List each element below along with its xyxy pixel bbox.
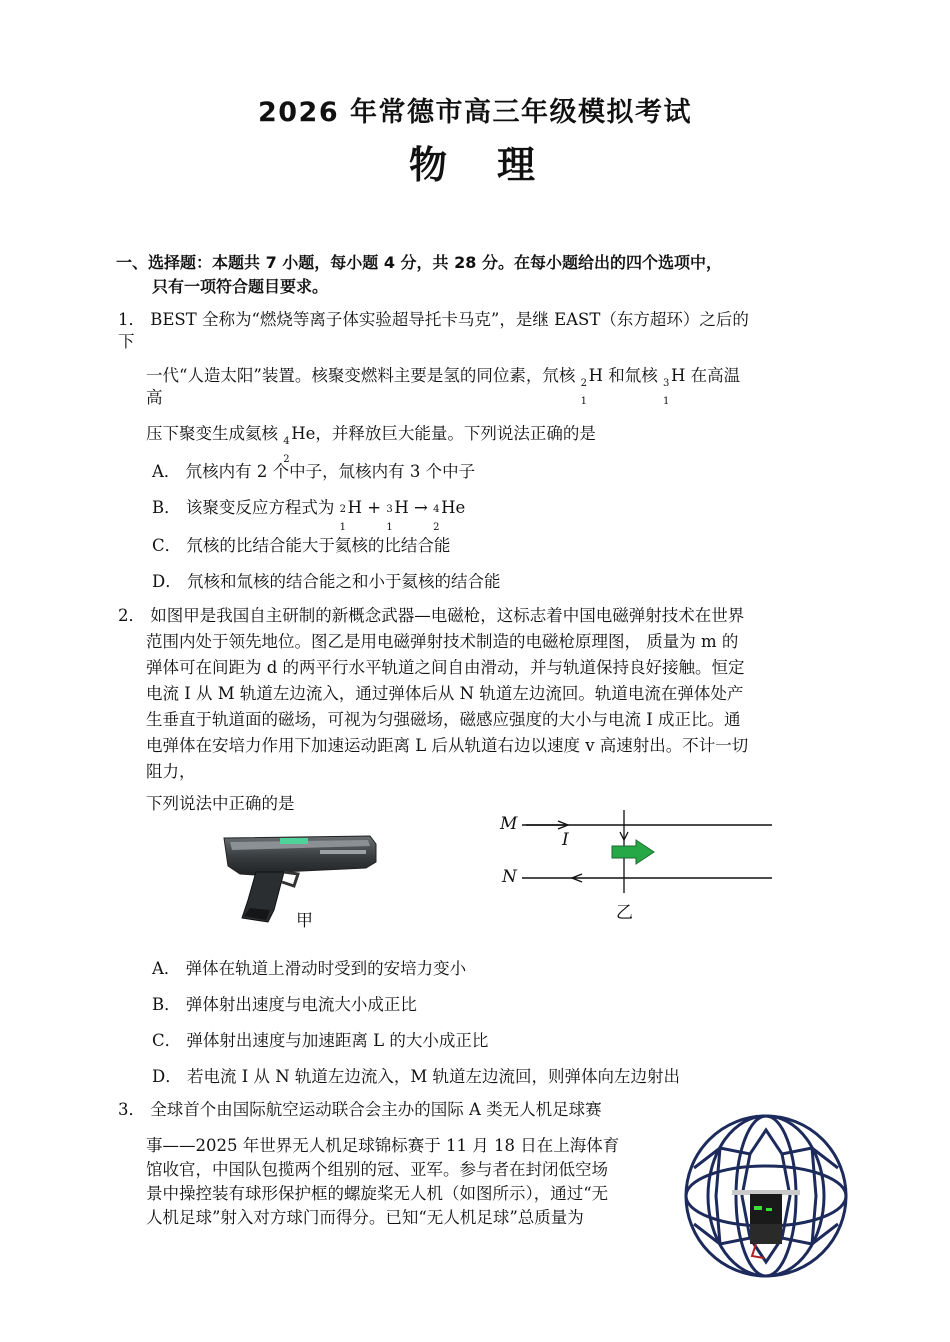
figure-jia-label: 甲 (296, 911, 313, 931)
q2-line7: 阻力， (146, 762, 196, 781)
q1-line1b: 下 (118, 332, 135, 351)
q2-line6: 电弹体在安培力作用下加速运动距离 L 后从轨道右边以速度 v 高速射出。不计一切 (146, 736, 749, 755)
q2-option-c: C． 弹体射出速度与加速距离 L 的大小成正比 (152, 1031, 489, 1050)
label-m: M (500, 814, 518, 834)
q1-line3: 压下聚变生成氦核 4 2 He，并释放巨大能量。下列说法正确的是 (146, 424, 596, 465)
q1-line2d: 高 (146, 388, 163, 407)
exam-title: 2026 年常德市高三年级模拟考试 (257, 97, 693, 128)
q1-line2: 一代“人造太阳”装置。核聚变燃料主要是氢的同位素，氘核 2 1 H 和氚核 3 1 H 在高温 (146, 366, 741, 407)
q3-line2: 事——2025 年世界无人机足球锦标赛于 11 月 18 日在上海体育 (146, 1136, 620, 1155)
figure-yi-label: 乙 (616, 903, 633, 923)
section-heading-line1: 一、选择题：本题共 7 小题，每小题 4 分，共 28 分。在每小题给出的四个选项中， (116, 253, 722, 272)
drone-ball-figure (680, 1108, 852, 1288)
q2-line3: 弹体可在间距为 d 的两平行水平轨道之间自由滑动，并与轨道保持良好接触。恒定 (146, 658, 745, 677)
q1-line1: 1． BEST 全称为“燃烧等离子体实验超导托卡马克”，是继 EAST（东方超环）之后的 (118, 310, 749, 329)
q1-option-d: D． 氘核和氚核的结合能之和小于氦核的结合能 (152, 572, 501, 591)
q1-option-b: B． 该聚变反应方程式为 2 1 H + 3 1 H → 4 2 He (152, 498, 466, 533)
q1-option-c: C． 氘核的比结合能大于氦核的比结合能 (152, 536, 451, 555)
q2-option-b: B． 弹体射出速度与电流大小成正比 (152, 995, 417, 1014)
rail-diagram (490, 808, 780, 923)
label-current: I (562, 830, 569, 850)
projectile (612, 840, 654, 864)
q1-option-a: A． 氘核内有 2 个中子，氚核内有 3 个中子 (152, 462, 476, 481)
label-n: N (502, 867, 517, 887)
q2-line8: 下列说法中正确的是 (146, 794, 295, 813)
q3-line5: 人机足球”射入对方球门而得分。已知“无人机足球”总质量为 (146, 1208, 584, 1227)
q2-line4: 电流 I 从 M 轨道左边流入，通过弹体后从 N 轨道左边流回。轨道电流在弹体处产 (146, 684, 744, 703)
q2-line1: 2． 如图甲是我国自主研制的新概念武器—电磁枪，这标志着中国电磁弹射技术在世界 (118, 606, 745, 625)
q2-line2: 范围内处于领先地位。图乙是用电磁弹射技术制造的电磁枪原理图， 质量为 m 的 (146, 632, 739, 651)
section-heading-line2: 只有一项符合题目要求。 (152, 277, 329, 296)
q3-line1: 3． 全球首个由国际航空运动联合会主办的国际 A 类无人机足球赛 (118, 1100, 602, 1119)
q3-line3: 馆收官，中国队包揽两个组别的冠、亚军。参与者在封闭低空场 (146, 1160, 608, 1179)
q3-line4: 景中操控装有球形保护框的螺旋桨无人机（如图所示），通过“无 (146, 1184, 609, 1203)
q2-line5: 生垂直于轨道面的磁场，可视为匀强磁场，磁感应强度的大小与电流 I 成正比。通 (146, 710, 741, 729)
subject-title: 物 理 (408, 143, 541, 187)
q2-option-d: D． 若电流 I 从 N 轨道左边流入，M 轨道左边流回，则弹体向左边射出 (152, 1067, 681, 1086)
q2-option-a: A． 弹体在轨道上滑动时受到的安培力变小 (152, 959, 467, 978)
